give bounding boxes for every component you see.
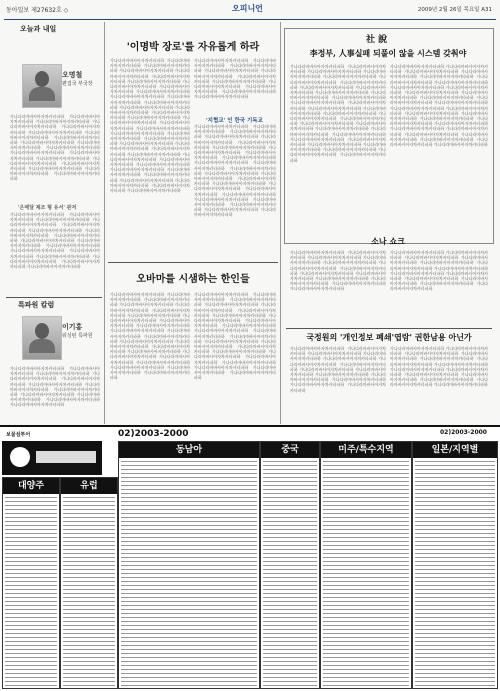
author-byline-2: 이기홍 워싱턴 특파원 [62,323,93,339]
main-article-subhead: '지협교' 인 한국 기독교 [206,118,263,124]
header-rule [4,19,496,20]
page-header [0,0,500,24]
second-article-body-b: 가나다라마바사아자차카타파하 가나다라마바사아자차카타파하 가나다라마바사아자차카타파하 가나다라마바사아자차카타파하 가나다라마바사아자차카타파하 가나다라마바사아자차카타파하 가나다라마바사아자차카타파하 가나다라마바사아자차카타파하 가나다라마바사아자차카타파하 가나다라마바사아자차카타파하 가나다라마바사아자차카타파하 가나다라마바사아자차카타파하 가나다라마바사아자차카타파하 가나다라마바사아자차카타파하 가나다라마바사아자차카타파하 가나다라마바사아자차카타파하 가나다라마바사아자차카타파하 가나다라마바사아자차카타파하 가나다라마바사아자차카타파하 가나다라마바사아자차카타파하 가나다라마바사아자차카타파하 가나다라마바사아자차카타파하 가나다라마바사아자차카타파하 [194,292,276,381]
paper-name: 동아일보 제27632호 ◇ [6,7,69,14]
column-body-3: 가나다라마바사아자차카타파하 가나다라마바사아자차카타파하 가나다라마바사아자차카타파하 가나다라마바사아자차카타파하 가나다라마바사아자차카타파하 가나다라마바사아자차카타파하 가나다라마바사아자차카타파하 가나다라마바사아자차카타파하 가나다라마바사아자차카타파하 가나다라마바사아자차카타파하 가나다라마바사아자차카타파하 가나다라마바사아자차카타파하 [10,366,100,408]
editorial-body-2b: 가나다라마바사아자차카타파하 가나다라마바사아자차카타파하 가나다라마바사아자차카타파하 가나다라마바사아자차카타파하 가나다라마바사아자차카타파하 가나다라마바사아자차카타파하 가나다라마바사아자차카타파하 가나다라마바사아자차카타파하 가나다라마바사아자차카타파하 가나다라마바사아자차카타파하 가나다라마바사아자차카타파하 가나다라마바사아자차카타파하 가나다라마바사아자차카타파하 [390,250,488,292]
advertisement-area [0,427,500,691]
main-article-body-b: 가나다라마바사아자차카타파하 가나다라마바사아자차카타파하 가나다라마바사아자차카타파하 가나다라마바사아자차카타파하 가나다라마바사아자차카타파하 가나다라마바사아자차카타파하 가나다라마바사아자차카타파하 가나다라마바사아자차카타파하 가나다라마바사아자차카타파하 가나다라마바사아자차카타파하 가나다라마바사아자차카타파하 [194,58,276,100]
column-separator-2 [280,22,281,424]
main-article-body-c: 가나다라마바사아자차카타파하 가나다라마바사아자차카타파하 가나다라마바사아자차카타파하 가나다라마바사아자차카타파하 가나다라마바사아자차카타파하 가나다라마바사아자차카타파하 가나다라마바사아자차카타파하 가나다라마바사아자차카타파하 가나다라마바사아자차카타파하 가나다라마바사아자차카타파하 가나다라마바사아자차카타파하 가나다라마바사아자차카타파하 가나다라마바사아자차카타파하 가나다라마바사아자차카타파하 가나다라마바사아자차카타파하 가나다라마바사아자차카타파하 가나다라마바사아자차카타파하 가나다라마바사아자차카타파하 가나다라마바사아자차카타파하 가나다라마바사아자차카타파하 가나다라마바사아자차카타파하 가나다라마바사아자차카타파하 가나다라마바사아자차카타파하 가나다라마바사아자차카타파하 가나다라마바사아자차카타파하 [194,124,276,218]
ad-phone-1: 02)2003-2000 [118,429,189,439]
ad-logo-mark [36,451,96,463]
ad-block-southeast-asia: 동남아 [118,441,260,689]
editorial-body-3a: 가나다라마바사아자차카타파하 가나다라마바사아자차카타파하 가나다라마바사아자차카타파하 가나다라마바사아자차카타파하 가나다라마바사아자차카타파하 가나다라마바사아자차카타파하 가나다라마바사아자차카타파하 가나다라마바사아자차카타파하 가나다라마바사아자차카타파하 가나다라마바사아자차카타파하 가나다라마바사아자차카타파하 가나다라마바사아자차카타파하 가나다라마바사아자차카타파하 가나다라마바사아자차카타파하 [290,346,386,393]
column-body-2: 가나다라마바사아자차카타파하 가나다라마바사아자차카타파하 가나다라마바사아자차카타파하 가나다라마바사아자차카타파하 가나다라마바사아자차카타파하 가나다라마바사아자차카타파하 가나다라마바사아자차카타파하 가나다라마바사아자차카타파하 가나다라마바사아자차카타파하 가나다라마바사아자차카타파하 가나다라마바사아자차카타파하 가나다라마바사아자차카타파하 가나다라마바사아자차카타파하 가나다라마바사아자차카타파하 가나다라마바사아자차카타파하 가나다라마바사아자차카타파하 가나다라마바사아자차카타파하 [10,212,100,270]
issue-date: 2009년 2월 26일 목요일 A31 [417,7,492,13]
editorial-title-1: 李정부, 人事실패 되풀이 않을 시스템 갖춰야 [309,48,467,58]
editorial-body-1b: 가나다라마바사아자차카타파하 가나다라마바사아자차카타파하 가나다라마바사아자차카타파하 가나다라마바사아자차카타파하 가나다라마바사아자차카타파하 가나다라마바사아자차카타파하 가나다라마바사아자차카타파하 가나다라마바사아자차카타파하 가나다라마바사아자차카타파하 가나다라마바사아자차카타파하 가나다라마바사아자차카타파하 가나다라마바사아자차카타파하 가나다라마바사아자차카타파하 가나다라마바사아자차카타파하 가나다라마바사아자차카타파하 가나다라마바사아자차카타파하 가나다라마바사아자차카타파하 가나다라마바사아자차카타파하 가나다라마바사아자차카타파하 가나다라마바사아자차카타파하 가나다라마바사아자차카타파하 가나다라마바사아자차카타파하 가나다라마바사아자차카타파하 가나다라마바사아자차카타파하 가나다라마바사아자차카타파하 가나다라마바사아자차카타파하 가나다라마바사아자차카타파하 가나다라마바사아자차카타파하 [390,64,488,148]
ad-block-china: 중국 [260,441,320,689]
editorial-body-2a: 가나다라마바사아자차카타파하 가나다라마바사아자차카타파하 가나다라마바사아자차카타파하 가나다라마바사아자차카타파하 가나다라마바사아자차카타파하 가나다라마바사아자차카타파하 가나다라마바사아자차카타파하 가나다라마바사아자차카타파하 가나다라마바사아자차카타파하 가나다라마바사아자차카타파하 가나다라마바사아자차카타파하 가나다라마바사아자차카타파하 가나다라마바사아자차카타파하 [290,250,386,292]
column-body-1: 가나다라마바사아자차카타파하 가나다라마바사아자차카타파하 가나다라마바사아자차카타파하 가나다라마바사아자차카타파하 가나다라마바사아자차카타파하 가나다라마바사아자차카타파하 가나다라마바사아자차카타파하 가나다라마바사아자차카타파하 가나다라마바사아자차카타파하 가나다라마바사아자차카타파하 가나다라마바사아자차카타파하 가나다라마바사아자차카타파하 가나다라마바사아자차카타파하 가나다라마바사아자차카타파하 가나다라마바사아자차카타파하 가나다라마바사아자차카타파하 가나다라마바사아자차카타파하 가나다라마바사아자차카타파하 가나다라마바사아자차카타파하 [10,114,100,182]
ad-block-europe: 유럽 [60,477,118,689]
editorial-body-3b: 가나다라마바사아자차카타파하 가나다라마바사아자차카타파하 가나다라마바사아자차카타파하 가나다라마바사아자차카타파하 가나다라마바사아자차카타파하 가나다라마바사아자차카타파하 가나다라마바사아자차카타파하 가나다라마바사아자차카타파하 가나다라마바사아자차카타파하 가나다라마바사아자차카타파하 가나다라마바사아자차카타파하 가나다라마바사아자차카타파하 가나다라마바사아자차카타파하 가나다라마바사아자차카타파하 [390,346,488,388]
ad-block-oceania: 대양주 [2,477,60,689]
middle-divider [108,262,278,263]
author-photo-2 [22,316,62,360]
column-kicker: '은메달 제조 형 유서' 관저 [18,205,77,211]
author-byline-1: 오명철 편집국 부국장 [62,71,93,87]
left-divider [6,297,102,298]
column-label-today: 오늘과 내일 [20,25,57,33]
ad-block-americas: 미주/특수지역 [320,441,412,689]
editorial-label: 社 說 [366,35,388,45]
section-title: 오피니언 [232,4,263,13]
main-article-title: '이명박 장로'를 자유롭게 하라 [126,42,260,53]
column-separator-1 [104,22,105,424]
second-article-body-a: 가나다라마바사아자차카타파하 가나다라마바사아자차카타파하 가나다라마바사아자차카타파하 가나다라마바사아자차카타파하 가나다라마바사아자차카타파하 가나다라마바사아자차카타파하 가나다라마바사아자차카타파하 가나다라마바사아자차카타파하 가나다라마바사아자차카타파하 가나다라마바사아자차카타파하 가나다라마바사아자차카타파하 가나다라마바사아자차카타파하 가나다라마바사아자차카타파하 가나다라마바사아자차카타파하 가나다라마바사아자차카타파하 가나다라마바사아자차카타파하 가나다라마바사아자차카타파하 가나다라마바사아자차카타파하 가나다라마바사아자차카타파하 가나다라마바사아자차카타파하 가나다라마바사아자차카타파하 가나다라마바사아자차카타파하 가나다라마바사아자차카타파하 [110,292,190,381]
ad-logo: 보물섬투어 [6,432,31,438]
author-photo-1 [22,64,62,108]
ad-block-japan: 일본/지역별 [412,441,498,689]
editorial-small-label: 소나 쇼크 [371,236,405,246]
main-article-body-a: 가나다라마바사아자차카타파하 가나다라마바사아자차카타파하 가나다라마바사아자차카타파하 가나다라마바사아자차카타파하 가나다라마바사아자차카타파하 가나다라마바사아자차카타파하 가나다라마바사아자차카타파하 가나다라마바사아자차카타파하 가나다라마바사아자차카타파하 가나다라마바사아자차카타파하 가나다라마바사아자차카타파하 가나다라마바사아자차카타파하 가나다라마바사아자차카타파하 가나다라마바사아자차카타파하 가나다라마바사아자차카타파하 가나다라마바사아자차카타파하 가나다라마바사아자차카타파하 가나다라마바사아자차카타파하 가나다라마바사아자차카타파하 가나다라마바사아자차카타파하 가나다라마바사아자차카타파하 가나다라마바사아자차카타파하 가나다라마바사아자차카타파하 가나다라마바사아자차카타파하 가나다라마바사아자차카타파하 가나다라마바사아자차카타파하 가나다라마바사아자차카타파하 가나다라마바사아자차카타파하 가나다라마바사아자차카타파하 가나다라마바사아자차카타파하 가나다라마바사아자차카타파하 가나다라마바사아자차카타파하 가나다라마바사아자차카타파하 가나다라마바사아자차카타파하 가나다라마바사아자차카타파하 가나다라마바사아자차카타파하 가나다라마바사아자차카타파하 [110,58,190,194]
second-article-title: 오바마를 시샘하는 한인들 [136,274,250,285]
editorial-divider [286,328,492,329]
editorial-title-2: 국정원의 '개인정보 폐쇄'엽람' 권한남용 아닌가 [306,332,472,342]
ad-phone-2: 02)2003-2000 [440,429,487,436]
editorial-body-1a: 가나다라마바사아자차카타파하 가나다라마바사아자차카타파하 가나다라마바사아자차카타파하 가나다라마바사아자차카타파하 가나다라마바사아자차카타파하 가나다라마바사아자차카타파하 가나다라마바사아자차카타파하 가나다라마바사아자차카타파하 가나다라마바사아자차카타파하 가나다라마바사아자차카타파하 가나다라마바사아자차카타파하 가나다라마바사아자차카타파하 가나다라마바사아자차카타파하 가나다라마바사아자차카타파하 가나다라마바사아자차카타파하 가나다라마바사아자차카타파하 가나다라마바사아자차카타파하 가나다라마바사아자차카타파하 가나다라마바사아자차카타파하 가나다라마바사아자차카타파하 가나다라마바사아자차카타파하 가나다라마바사아자차카타파하 가나다라마바사아자차카타파하 가나다라마바사아자차카타파하 가나다라마바사아자차카타파하 가나다라마바사아자차카타파하 가나다라마바사아자차카타파하 가나다라마바사아자차카타파하 가나다라마바사아자차카타파하 가나다라마바사아자차카타파하 가나다라마바사아자차카타파하 [290,64,386,163]
column-label-correspondent: 특파원 칼럼 [18,301,55,309]
ad-logo-banner [2,441,102,475]
ad-logo-icon [10,447,30,467]
